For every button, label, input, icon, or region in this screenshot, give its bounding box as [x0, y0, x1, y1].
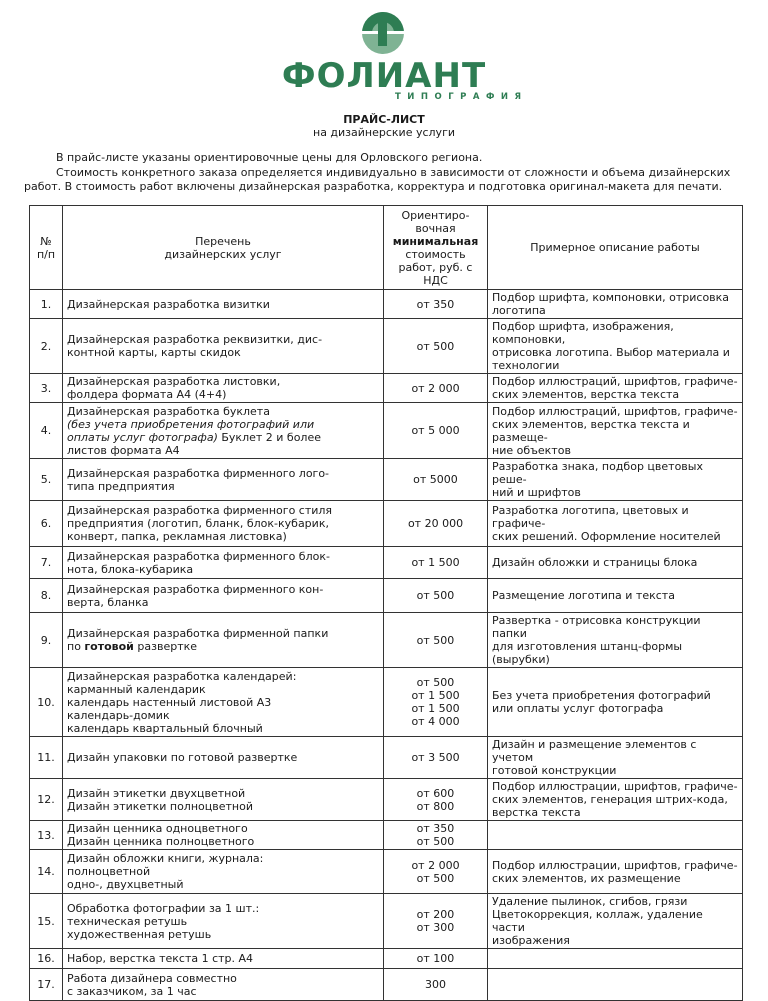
row-description: Дизайн и размещение элементов с учетом готовой конструкции	[488, 737, 743, 779]
row-service-tail: Буклет 2 и более листов формата А4	[67, 430, 321, 457]
header-price-bold: минимальная	[392, 234, 479, 248]
row-service: Дизайн этикетки двухцветной Дизайн этикетки полноцветной	[63, 779, 384, 821]
row-service: Дизайнерская разработка визитки	[63, 290, 384, 319]
row-price: от 2 000	[384, 374, 488, 403]
row-service: Набор, верстка текста 1 стр. А4	[63, 949, 384, 969]
row-service: Дизайн упаковки по готовой развертке	[63, 737, 384, 779]
header-description: Примерное описание работы	[488, 206, 743, 290]
row-service: Дизайнерская разработка фирменного лого- типа предприятия	[63, 459, 384, 501]
row-service: Работа дизайнера совместно с заказчиком, за 1 час	[63, 969, 384, 1001]
row-price: от 600 от 800	[384, 779, 488, 821]
row-price: от 500 от 1 500 от 1 500 от 4 000	[384, 668, 488, 737]
row-description: Подбор шрифта, изображения, компоновки, отрисовка логотипа. Выбор материала и технологии	[488, 319, 743, 374]
brand-subtitle: ТИПОГРАФИЯ	[395, 92, 528, 102]
row-price: от 500	[384, 613, 488, 668]
row-description: Разработка знака, подбор цветовых реше- ний и шрифтов	[488, 459, 743, 501]
row-price: от 20 000	[384, 501, 488, 547]
row-description: Размещение логотипа и текста	[488, 579, 743, 613]
row-description: Без учета приобретения фотографий или оплаты услуг фотографа	[488, 668, 743, 737]
row-description	[488, 821, 743, 850]
logo	[0, 12, 768, 102]
table-row	[30, 737, 743, 779]
row-service: Дизайнерская разработка фирменного кон- верта, бланка	[63, 579, 384, 613]
row-price: от 200 от 300	[384, 894, 488, 949]
row-service	[63, 403, 384, 459]
intro-text	[24, 151, 744, 195]
table-row	[30, 850, 743, 894]
row-num: 10.	[30, 668, 63, 737]
row-service-main: Дизайнерская разработка буклета	[67, 404, 270, 418]
row-service	[63, 613, 384, 668]
row-price: от 5 000	[384, 403, 488, 459]
row-num: 12.	[30, 779, 63, 821]
table-row	[30, 290, 743, 319]
row-description: Подбор иллюстраций, шрифтов, графиче- ских элементов, верстка текста	[488, 374, 743, 403]
row-num: 1.	[30, 290, 63, 319]
row-description: Подбор иллюстраций, шрифтов, графиче- ских элементов, верстка текста и размеще- ние объектов	[488, 403, 743, 459]
row-description: Дизайн обложки и страницы блока	[488, 547, 743, 579]
row-service: Дизайнерская разработка календарей: карманный календарик календарь настенный листовой А3 календарь-домик календарь квартальный блочный	[63, 668, 384, 737]
row-description	[488, 969, 743, 1001]
row-num: 8.	[30, 579, 63, 613]
row-description: Подбор иллюстрации, шрифтов, графиче- ских элементов, их размещение	[488, 850, 743, 894]
intro-line-1: В прайс-листе указаны ориентировочные цены для Орловского региона.	[56, 151, 483, 164]
row-price: от 100	[384, 949, 488, 969]
row-num: 16.	[30, 949, 63, 969]
row-price: от 500	[384, 319, 488, 374]
brand-name: ФОЛИАНТ	[281, 56, 487, 96]
row-service: Дизайн ценника одноцветного Дизайн ценника полноцветного	[63, 821, 384, 850]
row-service-bold: готовой	[84, 640, 134, 653]
row-price: от 500	[384, 579, 488, 613]
table-row	[30, 579, 743, 613]
row-num: 6.	[30, 501, 63, 547]
table-row	[30, 821, 743, 850]
row-num: 17.	[30, 969, 63, 1001]
table-row	[30, 894, 743, 949]
table-row	[30, 779, 743, 821]
table-row	[30, 969, 743, 1001]
row-description	[488, 949, 743, 969]
row-num: 11.	[30, 737, 63, 779]
row-description: Удаление пылинок, сгибов, грязи Цветокоррекция, коллаж, удаление части изображения	[488, 894, 743, 949]
row-price: от 2 000 от 500	[384, 850, 488, 894]
row-num: 3.	[30, 374, 63, 403]
table-row	[30, 949, 743, 969]
row-service: Дизайнерская разработка листовки, фолдера формата А4 (4+4)	[63, 374, 384, 403]
price-table	[29, 205, 743, 1001]
row-service-tail: развертке	[133, 640, 198, 653]
page-subtitle: на дизайнерские услуги	[313, 126, 455, 139]
row-description: Развертка - отрисовка конструкции папки для изготовления штанц-формы (вырубки)	[488, 613, 743, 668]
header-service: Перечень дизайнерских услуг	[63, 206, 384, 290]
row-num: 7.	[30, 547, 63, 579]
header-price	[384, 206, 488, 290]
row-service-note: (без учета приобретения фотографий или оплаты услуг фотографа)	[67, 417, 315, 444]
row-price: от 350 от 500	[384, 821, 488, 850]
table-row	[30, 374, 743, 403]
header-price-before: Ориентиро- вочная	[401, 208, 470, 235]
row-description: Подбор шрифта, компоновки, отрисовка логотипа	[488, 290, 743, 319]
row-num: 5.	[30, 459, 63, 501]
row-service: Дизайнерская разработка фирменного стиля предприятия (логотип, бланк, блок-кубарик, конверт, папка, рекламная листовка)	[63, 501, 384, 547]
row-num: 13.	[30, 821, 63, 850]
intro-line-2: Стоимость конкретного заказа определяется индивидуально в зависимости от сложности и объема дизайнерских работ. В стоимость работ включены дизайнерская разработка, корректура и подготовка оригинал-макета для печати.	[24, 165, 731, 193]
row-description: Подбор иллюстрации, шрифтов, графиче- ских элементов, генерация штрих-кода, верстка текста	[488, 779, 743, 821]
table-row	[30, 319, 743, 374]
row-service: Дизайнерская разработка реквизитки, дис- контной карты, карты скидок	[63, 319, 384, 374]
header-price-after: стоимость работ, руб. с НДС	[398, 247, 473, 287]
row-price: от 350	[384, 290, 488, 319]
row-num: 15.	[30, 894, 63, 949]
row-service: Дизайнерская разработка фирменного блок- нота, блока-кубарика	[63, 547, 384, 579]
table-row	[30, 668, 743, 737]
table-row	[30, 613, 743, 668]
row-price: 300	[384, 969, 488, 1001]
row-price: от 1 500	[384, 547, 488, 579]
table-row	[30, 403, 743, 459]
row-service-main: Дизайнерская разработка фирменной папки по	[67, 627, 329, 653]
row-num: 14.	[30, 850, 63, 894]
row-num: 4.	[30, 403, 63, 459]
header-num: № п/п	[30, 206, 63, 290]
page-title: ПРАЙС-ЛИСТ	[343, 113, 425, 126]
row-service: Дизайн обложки книги, журнала: полноцветной одно-, двухцветный	[63, 850, 384, 894]
row-description: Разработка логотипа, цветовых и графиче- ских решений. Оформление носителей	[488, 501, 743, 547]
row-price: от 3 500	[384, 737, 488, 779]
row-service: Обработка фотографии за 1 шт.: техническая ретушь художественная ретушь	[63, 894, 384, 949]
table-row	[30, 547, 743, 579]
row-num: 9.	[30, 613, 63, 668]
row-num: 2.	[30, 319, 63, 374]
row-price: от 5000	[384, 459, 488, 501]
table-row	[30, 501, 743, 547]
table-row	[30, 459, 743, 501]
